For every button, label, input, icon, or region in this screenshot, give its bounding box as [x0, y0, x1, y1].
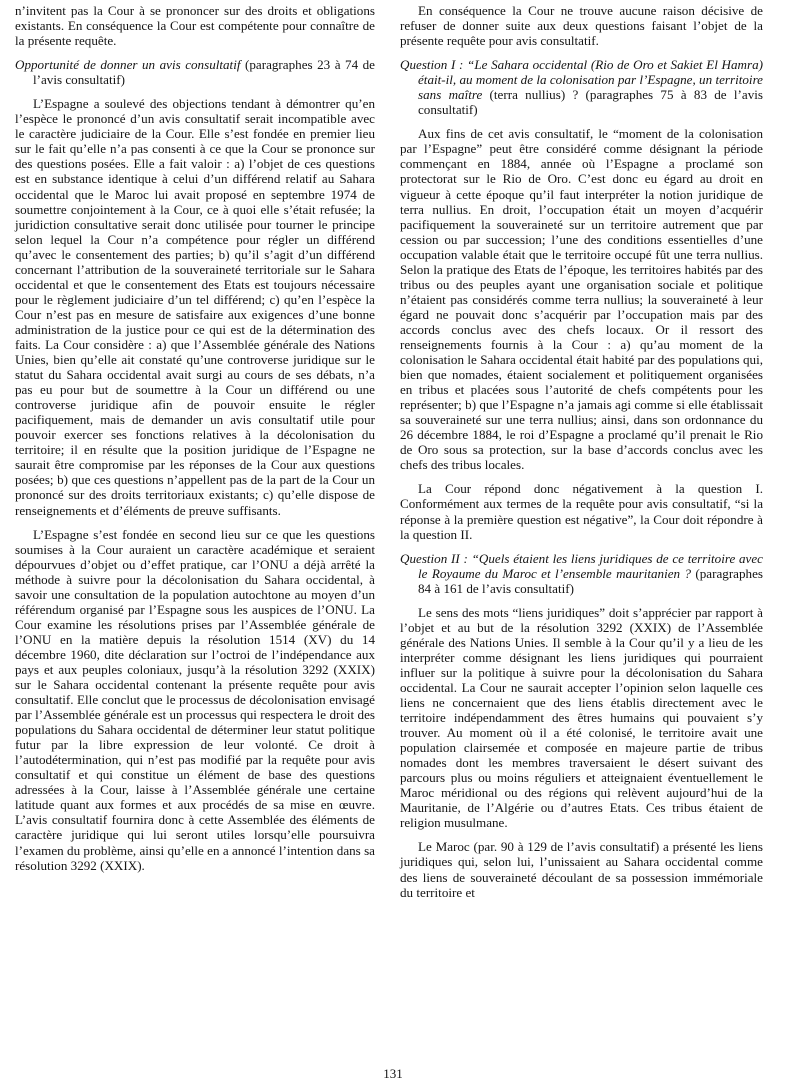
- paragraph-liens-juridiques: Le sens des mots “liens juridiques” doit s’apprécier par rapport à l’objet et au but de la résolution 3292 (XXIX) de l’Assemblée générale des Nations Unies. Il semble à la Cour qu’il y a lieu de les interpréter comme désignant les liens juridiques qui pourraient influer sur la politique à suivre pour la décolonisation du Sahara occidental. La Cour ne saurait accepter l’opinion selon laquelle ces liens ne concernaient que des liens établis directement avec le territoire indépendamment des êtres humains qui pouvaient s’y trouver. Au moment où il a été colonisé, le territoire avait une population clairsemée et composée en majeure partie de tribus nomades dont les membres traversaient le désert suivant des parcours plus ou moins réguliers et atteignaient éventuellement le Maroc méridional ou des régions qui relèvent aujourd’hui de la Mauritanie, de l’Algérie ou d’autres Etats. Ces tribus étaient de religion musulmane.: [400, 604, 763, 831]
- paragraph-espagne-second: L’Espagne s’est fondée en second lieu sur ce que les questions soumises à la Cour auraient un caractère académique et seraient dépourvues d’objet ou d’effet pratique, car l’ONU a déjà arrêté la méthode à suivre pour la décolonisation du Sahara occidental, à savoir une consultation de la population autochtone au moyen d’un référendum organisé par l’Espagne sous les auspices de l’ONU. La Cour examine les résolutions prises par l’Assemblée générale de l’ONU en la matière depuis la résolution 1514 (XV) du 14 décembre 1960, dite déclaration sur l’octroi de l’indépendance aux pays et aux peuples coloniaux, jusqu’à la résolution 3292 (XXIX) sur le Sahara occidental contenant la présente requête pour avis consultatif. Elle conclut que le processus de décolonisation envisagé par l’Assemblée générale est un processus qui respectera le droit des populations du Sahara occidental de déterminer leur statut politique futur par la libre expression de leur volonté. Ce droit à l’autodétermination, qui n’est pas modifié par la requête pour avis consultatif et qui constitue un élément de base des questions adressées à la Cour, laisse à l’Assemblée générale une certaine latitude quant aux formes et aux procédés de sa mise en œuvre. L’avis consultatif fournira donc à cette Assemblée des éléments de caractère juridique qui lui seront utiles lorsqu’elle poursuivra l’examen du problème, ainsi qu’elle en a annoncé l’intention dans sa résolution 3292 (XXIX).: [15, 526, 375, 873]
- paragraph-maroc: Le Maroc (par. 90 à 129 de l’avis consultatif) a présenté les liens juridiques qui, selon lui, l’unissaient au Sahara occidental comme des liens de souveraineté découlant de sa possession immémoriale du territoire et: [400, 839, 763, 900]
- paragraph-espagne-objections: L’Espagne a soulevé des objections tendant à démontrer qu’en l’espèce le prononcé d’un avis consultatif serait incompatible avec le caractère judiciaire de la Cour. Elle s’est fondée en premier lieu sur le fait qu’elle n’a pas consenti à ce que la Cour se prononce sur des questions posées. Elle a fait valoir : a) l’objet de ces questions est en substance identique à celui d’un différend relatif au Sahara occidental que le Maroc lui avait proposé en septembre 1974 de soumettre conjointement à la Cour, ce à quoi elle s’était refusée; la juridiction consultative serait donc utilisée pour tourner le principe selon lequel la Cour n’a compétence pour régler un différend qu’avec le consentement des parties; b) qu’il s’agit d’un différend concernant l’attribution de la souveraineté territoriale sur le Sahara occidental et que le consentement des Etats est toujours nécessaire pour le règlement judiciaire d’un tel différend; c) qu’en l’espèce la Cour n’est pas en mesure de satisfaire aux exigences d’une bonne administration de la justice pour ce qui est de la détermination des faits. La Cour considère : a) que l’Assemblée générale des Nations Unies, bien qu’elle ait constaté qu’une controverse juridique sur le statut du Sahara occidental avait surgi au cours de ses débats, n’a pas eu pour but de soumettre à la Cour un différend ou une controverse juridique afin de pouvoir ensuite le régler pacifiquement, mais de demander un avis consultatif utile pour pouvoir exercer ses fonctions relatives à la décolonisation du territoire; il en résulte que la position juridique de l’Espagne ne saurait être compromise par les réponses de la Cour aux questions posées; b) que ces questions n’appellent pas de la part de la Cour un prononcé sur des droits territoriaux existants; c) qu’elle dispose de renseignements et d’éléments de preuve suffisants.: [15, 96, 375, 518]
- question-2-reference: (paragraphes 84 à 161 de l’avis consultatif): [418, 565, 763, 596]
- right-column: [400, 3, 763, 909]
- question-1-heading: [400, 57, 763, 117]
- paragraph-reponse-question-1: La Cour répond donc négativement à la question I. Conformément aux termes de la requête pour avis consultatif, “si la réponse à la première question est négative”, la Cour doit répondre à la question II.: [400, 481, 763, 542]
- question-1-reference: (terra nullius) ? (paragraphes 75 à 83 de l’avis consultatif): [418, 87, 763, 118]
- heading-reference: (paragraphes 23 à 74 de l’avis consultatif): [33, 57, 375, 88]
- paragraph-consequence: En conséquence la Cour ne trouve aucune raison décisive de refuser de donner suite aux deux questions faisant l’objet de la présente requête pour avis consultatif.: [400, 3, 763, 49]
- section-heading-opportunite: [15, 57, 375, 87]
- question-2-heading: [400, 551, 763, 596]
- left-column: [15, 3, 375, 882]
- paragraph-terra-nullius: Aux fins de cet avis consultatif, le “moment de la colonisation par l’Espagne” peut être considéré comme désignant la période commençant en 1884, année où l’Espagne a proclamé son protectorat sur le Rio de Oro. C’est donc eu égard au droit en vigueur à cette époque qu’il faut interpréter la notion juridique de terra nullius. En droit, l’occupation était un moyen d’acquérir pacifiquement la souveraineté sur un territoire autrement que par cession ou par succession; l’une des conditions essentielles d’une occupation valable était que le territoire occupé fût une terra nullius. Selon la pratique des Etats de l’époque, les territoires habités par des tribus ou des peuples ayant une organisation sociale et politique n’étaient pas considérés comme terra nullius; la souveraineté à leur égard ne pouvait donc s’acquérir par l’occupation mais par des accords conclus avec des chefs locaux. Or il ressort des renseignements fournis à la Cour : a) qu’au moment de la colonisation le Sahara occidental était habité par des populations qui, bien que nomades, étaient socialement et politiquement organisées en tribus et placées sous l’autorité de chefs compétents pour les représenter; b) que l’Espagne n’a jamais agi comme si elle établissait sa souveraineté sur une terra nullius; ainsi, dans son ordonnance du 26 décembre 1884, le roi d’Espagne a proclamé qu’il prenait le Rio de Oro sous sa protection, sur la base d’accords conclus avec les chefs des tribus locales.: [400, 126, 763, 473]
- heading-title: Opportunité de donner un avis consultatif: [15, 57, 241, 73]
- question-1-title: Question I : “Le Sahara occidental (Rio de Oro et Sakiet El Hamra) était-il, au moment de la colonisation par l’Espagne, un territoire sans maître: [400, 57, 763, 103]
- page-number: 131: [383, 1066, 403, 1081]
- paragraph-continuation: n’invitent pas la Cour à se prononcer sur des droits et obligations existants. En conséquence la Cour est compétente pour connaître de la présente requête.: [15, 3, 375, 49]
- question-2-title: Question II : “Quels étaient les liens juridiques de ce territoire avec le Royaume du Maroc et l’ensemble mauritanien ?: [400, 550, 763, 581]
